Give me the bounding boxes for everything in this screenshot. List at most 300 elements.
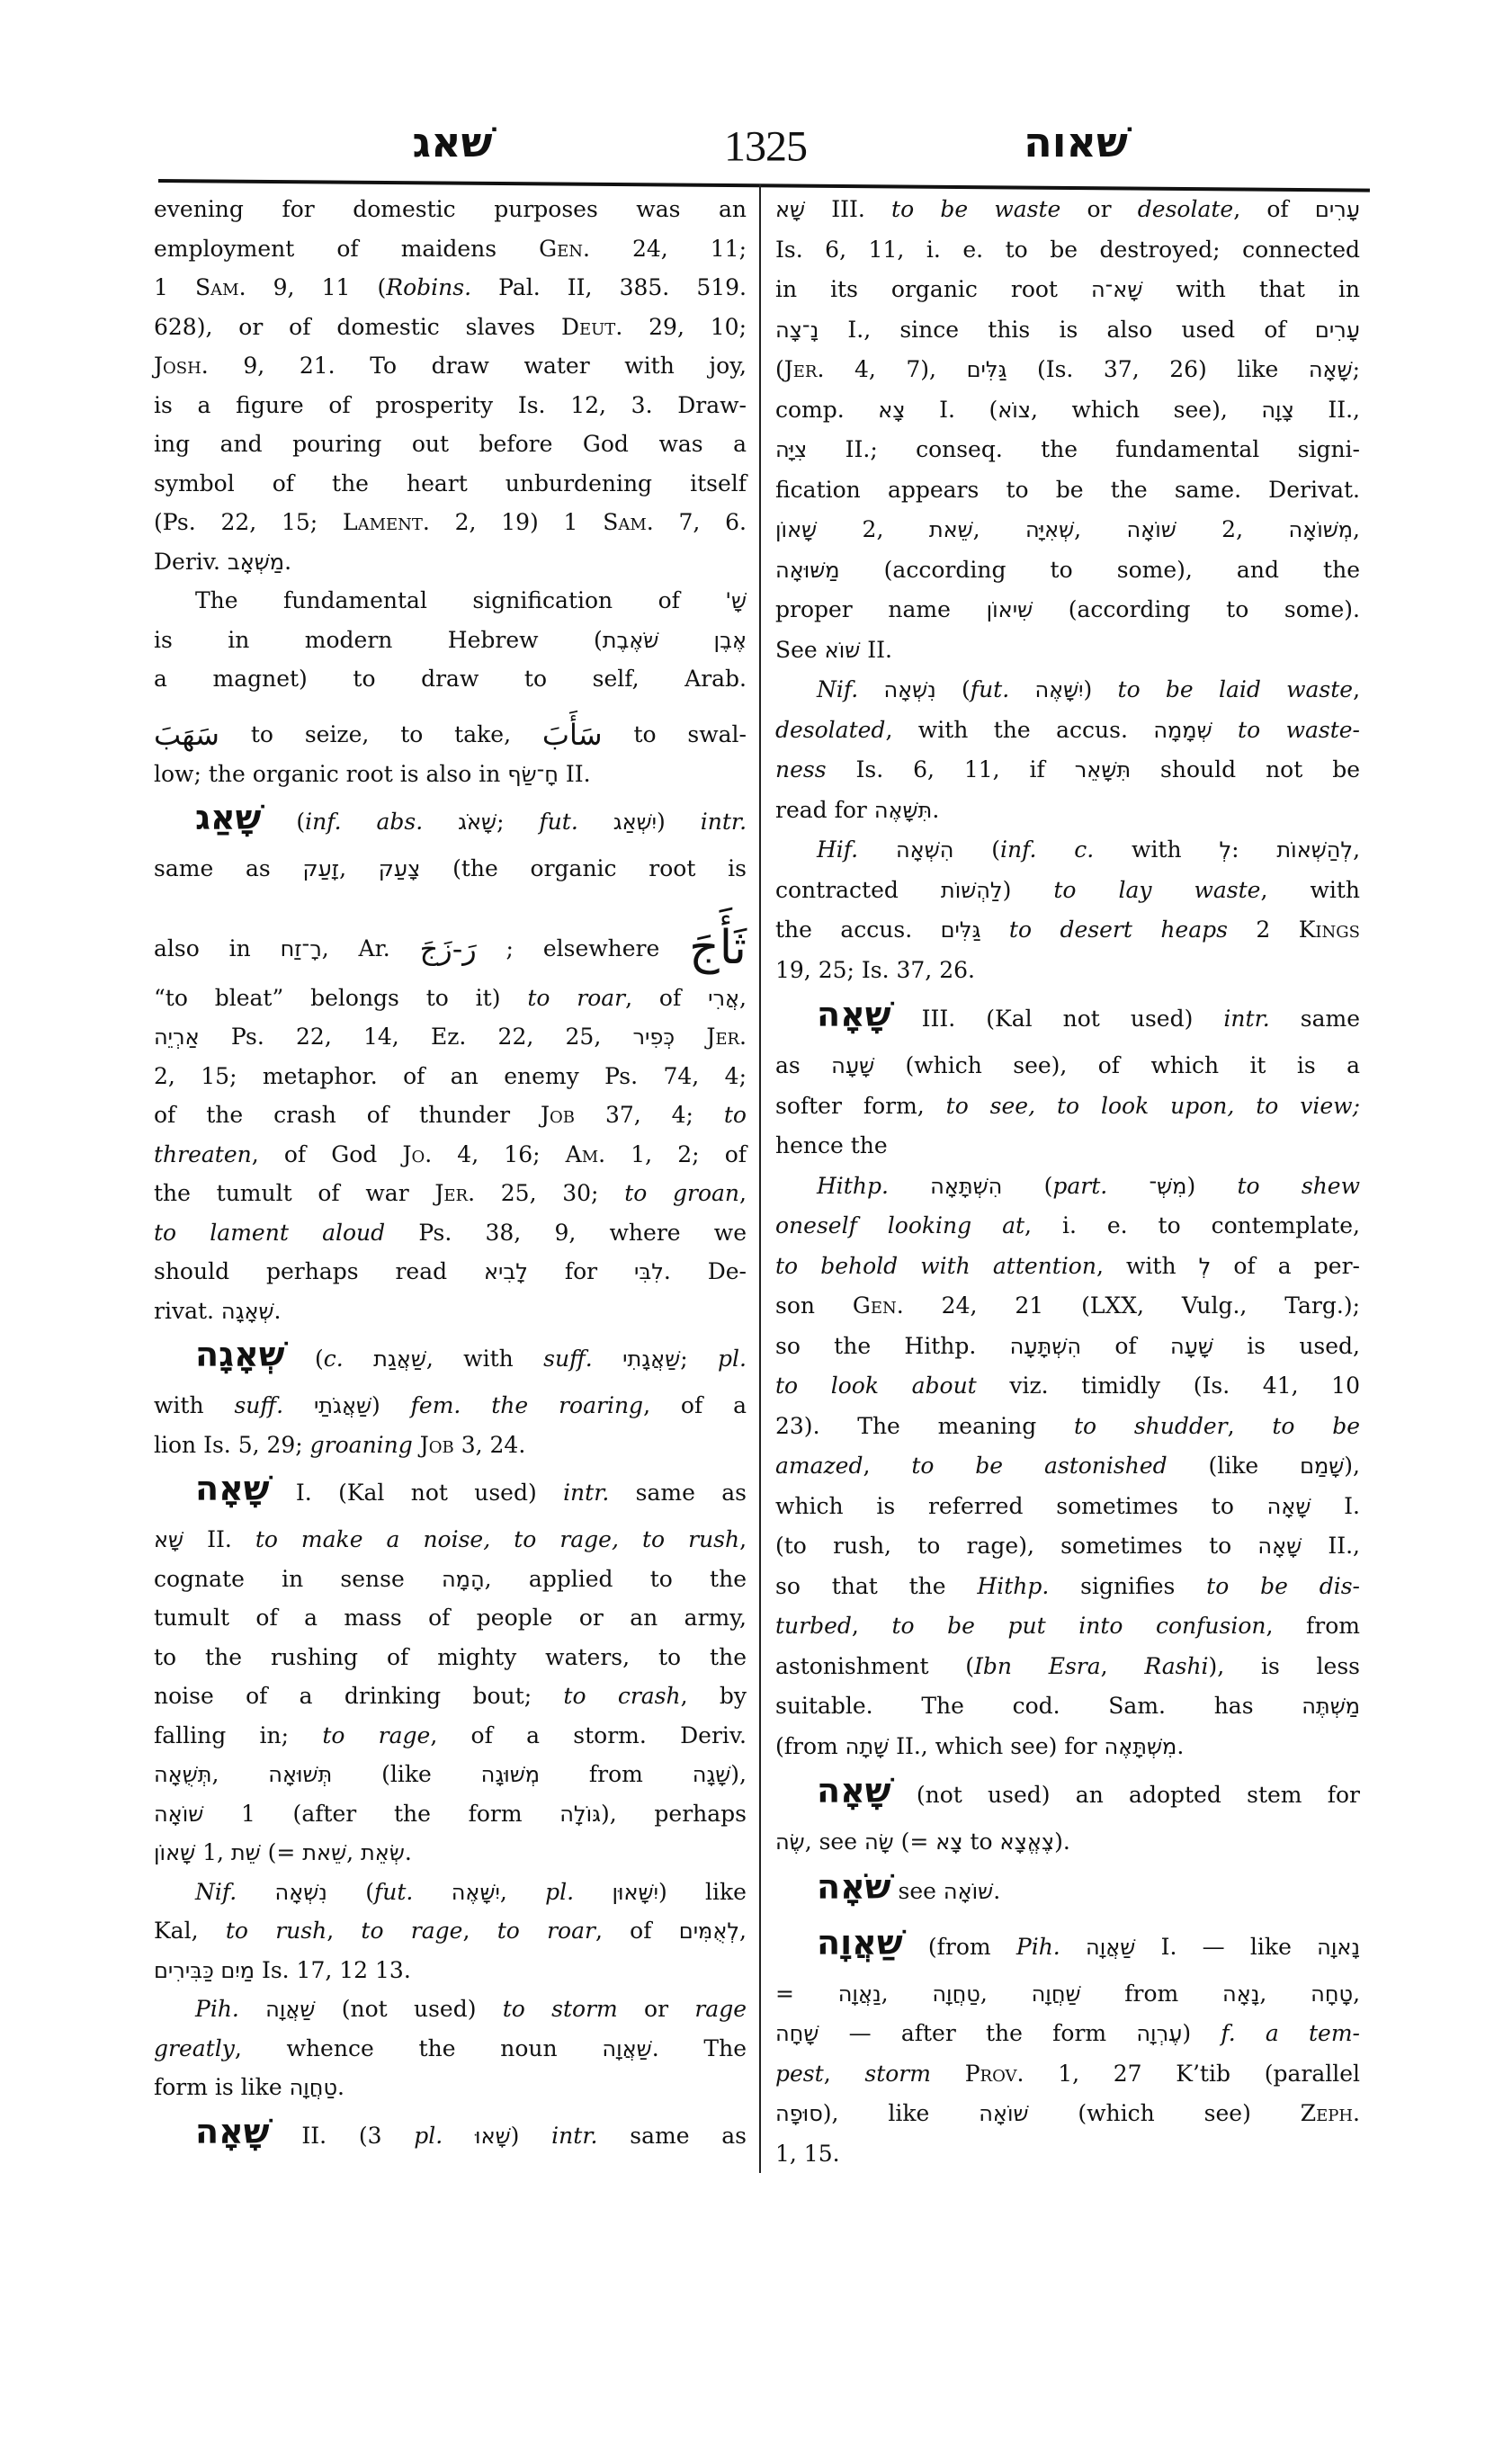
italic-text: Pih. xyxy=(195,1996,239,2022)
text-run: ( xyxy=(284,1346,324,1372)
hebrew-word: שֵׁאת xyxy=(928,517,973,542)
text-run: 3, 24. xyxy=(453,1431,526,1458)
italic-text: Rashi xyxy=(1144,1652,1209,1679)
text-run: (Ps. 22, 15; xyxy=(154,509,343,535)
text-line xyxy=(775,1206,1360,1247)
text-run: ) xyxy=(657,809,701,835)
book-reference: Am. xyxy=(565,1140,606,1167)
text-run: , xyxy=(211,1761,269,1787)
text-line xyxy=(154,581,747,621)
italic-text: to rage xyxy=(322,1721,431,1748)
text-run xyxy=(1060,1934,1086,1960)
text-run: 25, 30; xyxy=(475,1180,625,1206)
text-line xyxy=(775,2014,1360,2054)
hebrew-word: שָׁאוֹן xyxy=(154,1840,196,1865)
hebrew-word: שׁוֹא xyxy=(824,637,861,663)
text-line xyxy=(775,1407,1360,1447)
hebrew-word: שַׁאֲגֹתַי xyxy=(313,1393,372,1418)
italic-text: to shew xyxy=(1237,1172,1361,1199)
text-line xyxy=(775,711,1360,751)
italic-text: to make a noise, to rage, to rush xyxy=(255,1526,740,1552)
italic-text: fem. the roaring xyxy=(410,1392,644,1418)
hebrew-word: שָׁאוּ xyxy=(475,2123,511,2149)
italic-text: fut. xyxy=(970,676,1010,702)
text-run: comp. xyxy=(775,396,879,423)
text-line xyxy=(775,390,1360,431)
text-run: ), perhaps xyxy=(601,1800,747,1827)
text-run: , xyxy=(851,1613,892,1639)
text-run: ; xyxy=(1352,356,1360,382)
text-line xyxy=(775,1247,1360,1287)
italic-text: to be xyxy=(1272,1412,1360,1439)
hebrew-word: שַׁאֲגַת xyxy=(373,1346,426,1372)
hebrew-word: צֶאֱצָא xyxy=(999,1829,1055,1855)
hebrew-word: שִׁיאוֹן xyxy=(986,597,1033,622)
text-run: II. (3 xyxy=(269,2122,415,2149)
headword: שָׁאָה xyxy=(817,1771,891,1811)
headword: שָׁאָה xyxy=(817,995,891,1034)
text-line xyxy=(154,503,747,542)
text-run: . xyxy=(993,1877,1001,1904)
text-run: , xyxy=(346,1839,361,1865)
italic-text: to see, to look upon, to view; xyxy=(945,1092,1360,1119)
text-run: softer form, xyxy=(775,1092,946,1119)
text-run: 2, 19) 1 xyxy=(429,509,604,535)
book-reference: Jer. xyxy=(434,1180,476,1206)
text-run: ) xyxy=(1083,676,1118,702)
text-run: 1 xyxy=(154,274,196,300)
text-line xyxy=(154,229,747,269)
text-run: The fundamental signification of xyxy=(195,587,726,613)
entry-line xyxy=(154,1471,747,1520)
text-line xyxy=(154,464,747,504)
text-run: ; elsewhere xyxy=(476,934,690,961)
text-run: , xyxy=(499,1878,546,1905)
text-run: astonishment ( xyxy=(775,1652,974,1679)
text-run: is used, xyxy=(1212,1332,1360,1359)
text-run: II. xyxy=(860,636,892,663)
hebrew-word: יִשָּׁאֶה xyxy=(451,1879,500,1905)
text-run: 37, 4; xyxy=(575,1102,724,1128)
text-run: viz. timidly (Is. 41, 10 xyxy=(976,1373,1360,1399)
text-line xyxy=(154,1873,747,1912)
hebrew-word: שׁוֹאָה xyxy=(1126,517,1176,542)
text-run: should perhaps read xyxy=(154,1258,484,1284)
italic-text: to roar xyxy=(527,984,626,1011)
text-run: , with xyxy=(425,1346,544,1372)
text-run: rivat. xyxy=(154,1297,221,1324)
hebrew-word: שָׁאָה xyxy=(1308,357,1353,382)
hebrew-word: מַשּׁוּאָה xyxy=(775,557,840,583)
text-line xyxy=(775,910,1360,951)
italic-text: intr. xyxy=(700,809,747,835)
entry-line xyxy=(775,1771,1360,1822)
text-run: so the Hithp. xyxy=(775,1332,1010,1359)
text-run: same xyxy=(1269,1006,1360,1032)
text-line xyxy=(154,1638,747,1677)
arabic-word: سَهَبَ xyxy=(154,717,219,752)
text-line xyxy=(775,1167,1360,1207)
hebrew-word: נַאֲוָה xyxy=(837,1981,881,2007)
text-run: suitable. The cod. Sam. has xyxy=(775,1693,1302,1719)
text-line xyxy=(775,230,1360,271)
text-run: the tumult of war xyxy=(154,1180,435,1206)
hebrew-word: שָׂה xyxy=(863,1829,894,1855)
text-run: = xyxy=(775,1980,838,2007)
text-run: 23). The meaning xyxy=(775,1412,1074,1439)
running-head-left: שׁאג xyxy=(412,118,493,166)
text-run: (not used) an adopted stem for xyxy=(890,1782,1360,1808)
text-run: ( xyxy=(1002,1172,1053,1199)
text-run xyxy=(1107,1173,1149,1199)
italic-text: to look about xyxy=(775,1373,977,1399)
text-run: Ps. 38, 9, where we xyxy=(385,1219,747,1246)
text-run: . De- xyxy=(663,1258,747,1284)
text-run: I. (Kal not used) xyxy=(269,1480,564,1506)
italic-text: c. xyxy=(323,1346,344,1372)
italic-text: pl. xyxy=(718,1346,747,1372)
arabic-word: رَ-زَجَ xyxy=(419,931,477,966)
italic-text: threaten xyxy=(154,1140,252,1167)
text-run: 7, 6. xyxy=(653,509,747,535)
hebrew-word: עֶרְוָה xyxy=(1136,2021,1183,2046)
italic-text: greatly xyxy=(154,2034,235,2061)
text-run: 1, xyxy=(195,1839,231,1865)
arabic-word: ثَأَجَ xyxy=(689,920,747,975)
italic-text: to lament aloud xyxy=(154,1219,386,1246)
text-line xyxy=(154,621,747,660)
running-head-right: שׁאוה xyxy=(1024,118,1128,166)
text-run: , whence the noun xyxy=(234,2034,603,2061)
text-run: (which see) xyxy=(1028,2100,1301,2126)
italic-text: part. xyxy=(1052,1172,1108,1199)
text-line xyxy=(775,350,1360,390)
hebrew-word: שָׁא xyxy=(154,1527,184,1552)
italic-text: Nif. xyxy=(195,1878,237,1905)
text-run: III. (Kal not used) xyxy=(890,1006,1224,1032)
text-line xyxy=(775,1686,1360,1727)
italic-text: groaning xyxy=(309,1431,413,1458)
text-run: should not be xyxy=(1131,756,1361,782)
italic-text: intr. xyxy=(563,1480,610,1506)
italic-text: to roar xyxy=(497,1918,595,1944)
hebrew-word: יִשְׁאַג xyxy=(613,809,658,835)
text-run: falling in; xyxy=(154,1721,323,1748)
italic-text: to be put into confusion xyxy=(891,1613,1266,1639)
text-run xyxy=(931,2061,965,2087)
text-run: 4, 7), xyxy=(824,356,967,382)
italic-text: Hif. xyxy=(817,836,859,863)
text-line xyxy=(775,670,1360,711)
text-run: ), like xyxy=(822,2100,980,2126)
text-line xyxy=(775,1822,1360,1863)
text-run xyxy=(443,2123,475,2149)
hebrew-word: מִשְׁ־ xyxy=(1149,1173,1187,1199)
hebrew-word: גַּלִּים xyxy=(966,357,1007,382)
text-run: , xyxy=(1353,676,1361,702)
text-run: 1 (after the form xyxy=(203,1800,560,1827)
text-run: cognate in sense xyxy=(154,1565,442,1592)
text-run: (like xyxy=(332,1761,481,1787)
entry-line xyxy=(154,1337,747,1386)
text-run: , xyxy=(739,1180,747,1206)
italic-text: ness xyxy=(775,756,827,782)
hebrew-word: צָא xyxy=(878,397,906,423)
hebrew-word: שָׁאוֹן xyxy=(775,517,818,542)
text-run: 4, 16; xyxy=(432,1140,566,1167)
text-run: contracted xyxy=(775,876,941,903)
hebrew-word: שָׁמַם xyxy=(1300,1453,1345,1479)
text-run: II., xyxy=(1302,1533,1361,1559)
text-run: , of a storm. Deriv. xyxy=(430,1721,747,1748)
book-reference: Sam. xyxy=(603,509,654,535)
italic-text: inf. abs. xyxy=(305,809,424,835)
book-reference: Lament. xyxy=(342,509,430,535)
text-run: 29, 10; xyxy=(622,313,747,340)
text-run: signifies xyxy=(1049,1572,1207,1599)
hebrew-word: זָעַק xyxy=(302,856,340,881)
text-run: noise of a drinking bout; xyxy=(154,1683,564,1709)
text-run: ), xyxy=(1344,1453,1360,1479)
italic-text: pl. xyxy=(545,1878,575,1905)
text-run: ) xyxy=(1182,2020,1221,2046)
text-run: , xyxy=(1353,1980,1361,2007)
hebrew-word: כְּפִיר xyxy=(632,1024,675,1050)
italic-text: Ibn Esra xyxy=(974,1652,1101,1679)
text-run: , with xyxy=(1096,1252,1199,1279)
text-run: ), is less xyxy=(1208,1652,1360,1679)
text-run: , of xyxy=(595,1918,679,1944)
text-line xyxy=(775,1567,1360,1607)
text-run: 1, 27 K’tib (parallel xyxy=(1024,2060,1361,2087)
text-run: , xyxy=(739,984,747,1011)
text-line xyxy=(154,1794,747,1834)
text-run: I. xyxy=(1311,1492,1360,1519)
headword: שְׁאָגָה xyxy=(195,1335,285,1374)
text-line xyxy=(775,1727,1360,1767)
text-run: (which see), of which it is a xyxy=(874,1052,1360,1078)
italic-text: intr. xyxy=(551,2122,598,2149)
book-reference: Jo. xyxy=(402,1140,433,1167)
text-line xyxy=(154,1598,747,1638)
text-run: ) xyxy=(510,2122,552,2149)
text-run: 2, xyxy=(817,516,929,542)
text-run: (the organic root is xyxy=(420,855,747,881)
hebrew-word: הִשְׁאָה xyxy=(895,837,954,863)
text-run: or xyxy=(617,1996,695,2022)
hebrew-word: תִּשָּׁאֶה xyxy=(873,797,933,823)
text-run: the accus. xyxy=(775,917,941,943)
italic-text: inf. c. xyxy=(999,836,1095,863)
text-run: also in xyxy=(154,934,281,961)
text-line xyxy=(154,1951,747,1990)
hebrew-word: שַׁאֲוָה xyxy=(1086,1934,1136,1960)
hebrew-word: אַרְיֵה xyxy=(154,1024,200,1050)
text-run: Deriv. xyxy=(154,548,228,575)
text-run: , xyxy=(881,1980,933,2007)
text-run: 2, xyxy=(1176,516,1289,542)
hebrew-word: מְשׁוּגָה xyxy=(480,1762,541,1787)
entry-line xyxy=(154,2111,747,2163)
text-run: (= xyxy=(893,1829,936,1855)
hebrew-word: נָאָה xyxy=(1222,1981,1260,2007)
text-line xyxy=(154,1386,747,1426)
italic-text: to be dis- xyxy=(1206,1572,1360,1599)
text-line xyxy=(775,1446,1360,1487)
hebrew-word: מִשְׁתָּאֶה xyxy=(1104,1733,1177,1759)
text-run: “to bleat” belongs to it) xyxy=(154,984,528,1011)
text-line xyxy=(154,1560,747,1599)
text-run: Ps. 22, 14, Ez. 22, 25, xyxy=(199,1024,633,1050)
text-run: : xyxy=(1231,836,1277,863)
text-line xyxy=(154,1833,747,1873)
italic-text: desolate xyxy=(1137,196,1234,222)
hebrew-word: שָׁא xyxy=(775,197,806,222)
hebrew-word: שַׁאֲוָה xyxy=(265,1997,316,2022)
text-line xyxy=(775,791,1360,831)
text-run: (from xyxy=(775,1732,845,1759)
text-run: , which see), xyxy=(1031,396,1262,423)
book-reference: Gen. xyxy=(852,1292,904,1319)
book-reference: Prov. xyxy=(964,2060,1024,2087)
text-run: , with the accus. xyxy=(885,716,1154,743)
hebrew-word: שָׁתָה xyxy=(845,1733,890,1759)
hebrew-word: נָאוָה xyxy=(1317,1934,1361,1960)
book-reference: Jer. xyxy=(783,356,825,382)
text-run: . xyxy=(404,1839,412,1865)
text-run: see xyxy=(890,1877,944,1904)
text-run: with xyxy=(154,1392,235,1418)
italic-text: to shudder xyxy=(1073,1412,1228,1439)
text-line xyxy=(775,1606,1360,1647)
hebrew-word: טָחָה xyxy=(1311,1981,1354,2007)
hebrew-word: שָׁחָה xyxy=(775,2021,819,2046)
text-run: employment of maidens xyxy=(154,235,540,262)
text-line xyxy=(775,1526,1360,1567)
italic-text: to waste- xyxy=(1238,716,1360,743)
hebrew-word: תְּשֻׁאָה xyxy=(154,1762,212,1787)
text-line xyxy=(154,2068,747,2107)
text-run: I. — like xyxy=(1135,1933,1318,1960)
text-line xyxy=(154,849,747,889)
hebrew-word: טַחֲוָה xyxy=(289,2075,338,2100)
hebrew-word: מַשְׁאָב xyxy=(227,549,285,575)
text-line xyxy=(775,1974,1360,2015)
italic-text: Robins. xyxy=(386,274,472,300)
hebrew-word: נִשְׁאָה xyxy=(883,677,936,702)
text-run: II. xyxy=(183,1526,255,1552)
text-run: form is like xyxy=(154,2074,290,2100)
italic-text: rage xyxy=(694,1996,747,2022)
text-run: , xyxy=(980,1980,1032,2007)
hebrew-word: נָ־צָה xyxy=(775,317,819,343)
text-run xyxy=(1212,717,1238,743)
text-run: . xyxy=(284,548,292,575)
hebrew-word: שָׁא־ה xyxy=(1090,277,1143,302)
text-run: to the rushing of mighty waters, to the xyxy=(154,1643,747,1670)
hebrew-word: לִבִּי xyxy=(633,1259,664,1284)
hebrew-word: שׁוֹאָה xyxy=(154,1801,204,1827)
text-line xyxy=(154,1755,747,1794)
text-run xyxy=(574,1879,612,1905)
hebrew-word: שׁוֹאָה xyxy=(943,1878,994,1904)
text-run: , xyxy=(739,1918,747,1944)
text-run xyxy=(593,1346,622,1372)
headword: שָׁאָה xyxy=(195,1469,270,1508)
text-run xyxy=(239,1996,265,2022)
book-reference: Josh. xyxy=(154,353,209,379)
hebrew-word: הָמָה xyxy=(442,1566,485,1592)
text-run: ). xyxy=(1054,1829,1070,1855)
italic-text: to xyxy=(723,1102,747,1128)
hebrew-word: שְׁאִיָּה xyxy=(1025,517,1075,542)
text-run: , xyxy=(327,1918,362,1944)
hebrew-word: תְּשׁוּאָה xyxy=(268,1762,333,1787)
italic-text: to lay waste xyxy=(1053,876,1261,903)
text-line xyxy=(154,1174,747,1213)
text-line xyxy=(154,1426,747,1465)
text-line xyxy=(154,1017,747,1057)
text-run: evening for domestic purposes was an xyxy=(154,196,747,222)
text-run: for xyxy=(527,1258,634,1284)
hebrew-word: רָ־זַח xyxy=(280,935,322,961)
text-run: 24, 21 (LXX, Vulg., Targ.); xyxy=(903,1292,1360,1319)
italic-text: to groan xyxy=(624,1180,740,1206)
text-line xyxy=(775,1327,1360,1367)
text-run: is a figure of prosperity Is. 12, 3. Draw- xyxy=(154,391,747,418)
hebrew-word: צָא xyxy=(935,1829,963,1855)
hebrew-word: צוֹא xyxy=(998,397,1032,423)
text-run: , xyxy=(1074,516,1127,542)
book-reference: Kings xyxy=(1298,917,1360,943)
hebrew-word: יִשָּׁאוּן xyxy=(612,1879,658,1905)
hebrew-word: מַיִם כַּבִּירִים xyxy=(154,1957,255,1983)
italic-text: to crash xyxy=(563,1683,681,1709)
hebrew-word: לְהַשְׁאוֹת xyxy=(1276,837,1354,863)
hebrew-word: שׁוֹאָה xyxy=(979,2101,1029,2126)
text-run: , xyxy=(823,2060,865,2087)
text-line xyxy=(775,750,1360,791)
text-run: symbol of the heart unburdening itself xyxy=(154,469,747,496)
hebrew-word: עָרִים xyxy=(1314,317,1360,343)
hebrew-word: שָׁאָה xyxy=(1257,1533,1302,1559)
text-run: to swal- xyxy=(602,720,747,747)
hebrew-word: הִשְׁתָּעָה xyxy=(1009,1333,1082,1359)
text-run: 1, 15. xyxy=(775,2140,840,2167)
book-reference: Zeph. xyxy=(1300,2100,1360,2126)
italic-text: intr. xyxy=(1223,1006,1270,1032)
hebrew-word: תִּשָּׁאֵר xyxy=(1074,757,1132,782)
text-run: , from xyxy=(1266,1613,1360,1639)
text-run: ), xyxy=(730,1761,747,1787)
text-line xyxy=(775,1647,1360,1687)
text-run xyxy=(413,1432,420,1458)
text-line xyxy=(775,550,1360,591)
text-run: II., xyxy=(1293,396,1360,423)
text-run: fication appears to be the same. Derivat. xyxy=(775,476,1360,503)
text-run xyxy=(423,809,458,835)
text-run xyxy=(980,917,1008,943)
text-run: , xyxy=(739,1526,747,1552)
hebrew-word: מְשׁוֹאָה xyxy=(1288,517,1354,542)
text-line xyxy=(154,346,747,386)
italic-text: to be laid waste xyxy=(1117,676,1354,702)
hebrew-word: שַׁחֲוָה xyxy=(1031,1981,1081,2007)
text-line xyxy=(154,1135,747,1175)
text-line xyxy=(775,630,1360,671)
text-line xyxy=(775,1487,1360,1527)
hebrew-word: טַחֲוָה xyxy=(932,1981,980,2007)
